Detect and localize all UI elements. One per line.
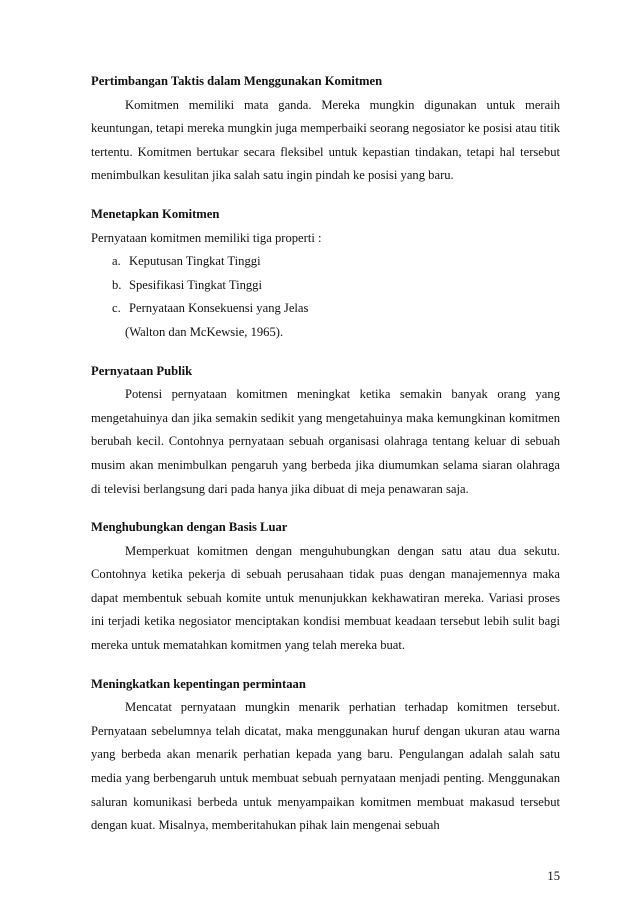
list-marker: c. bbox=[112, 301, 121, 316]
section-heading: Pernyataan Publik bbox=[91, 363, 193, 378]
list-marker: a. bbox=[112, 254, 121, 269]
page-number: 15 bbox=[547, 869, 560, 883]
section-paragraph: Komitmen memiliki mata ganda. Mereka mungkin digunakan untuk meraih keuntungan, tetapi mereka mungkin juga memperbaiki seorang negosiator ke posisi atau titik tertentu. Komitmen bertukar secara fleksibel untuk kepastian tindakan, tetapi hal tersebut menimbulkan kesulitan jika salah satu ingin pindah ke posisi yang baru. bbox=[91, 97, 560, 183]
section-heading: Menetapkan Komitmen bbox=[91, 206, 220, 221]
section-paragraph: Mencatat pernyataan mungkin menarik perhatian terhadap komitmen tersebut. Pernyataan sebelumnya telah dicatat, maka menggunakan huruf dengan ukuran atau warna yang berbeda akan menarik perhatian kepada yang baru. Pengulangan adalah salah satu media yang berbengaruh untuk membuat sebuah pernyataan menjadi penting. Menggunakan saluran komunikasi berbeda untuk menyampaikan komitmen membuat makasud tersebut dengan kuat. Misalnya, memberitahukan pihak lain mengenai sebuah bbox=[91, 700, 560, 833]
section-paragraph: Potensi pernyataan komitmen meningkat ketika semakin banyak orang yang mengetahuinya dan jika semakin sedikit yang mengetahuinya maka kemungkinan komitmen berubah kecil. Contohnya pernyataan sebuah organisasi olahraga tentang keluar di sebuah musim akan menimbulkan pengaruh yang berbeda jika diumumkan selama siaran olahraga di televisi berlangsung dari pada hanya jika dibuat di meja penawaran saja. bbox=[91, 387, 560, 496]
section-tactical-considerations bbox=[91, 70, 560, 188]
properties-list bbox=[91, 250, 560, 321]
section-increasing-demand-importance bbox=[91, 673, 560, 838]
list-item bbox=[91, 297, 560, 321]
section-heading: Menghubungkan dengan Basis Luar bbox=[91, 520, 288, 535]
section-heading: Pertimbangan Taktis dalam Menggunakan Komitmen bbox=[91, 74, 383, 88]
citation: (Walton dan McKewsie, 1965). bbox=[125, 324, 284, 339]
section-intro: Pernyataan komitmen memiliki tiga properti : bbox=[91, 230, 322, 245]
list-item bbox=[91, 274, 560, 298]
list-item-text: Spesifikasi Tingkat Tinggi bbox=[129, 277, 262, 292]
list-item bbox=[91, 250, 560, 274]
section-linking-outside-base bbox=[91, 516, 560, 658]
list-marker: b. bbox=[112, 277, 122, 292]
section-public-statement bbox=[91, 360, 560, 502]
list-item-text: Keputusan Tingkat Tinggi bbox=[129, 254, 261, 269]
list-item-text: Pernyataan Konsekuensi yang Jelas bbox=[129, 301, 309, 316]
section-paragraph: Memperkuat komitmen dengan menguhubungkan dengan satu atau dua sekutu. Contohnya ketika pekerja di sebuah perusahaan tidak puas dengan manajemennya maka dapat membentuk sebuah komite untuk menunjukkan kekhawatiran mereka. Variasi proses ini terjadi ketika negosiator menciptakan kondisi membuat keadaan tersebut lebih sulit bagi mereka untuk mematahkan komitmen yang telah mereka buat. bbox=[91, 543, 560, 653]
document-page bbox=[91, 70, 560, 838]
section-heading: Meningkatkan kepentingan permintaan bbox=[91, 676, 306, 691]
section-setting-commitment bbox=[91, 203, 560, 345]
